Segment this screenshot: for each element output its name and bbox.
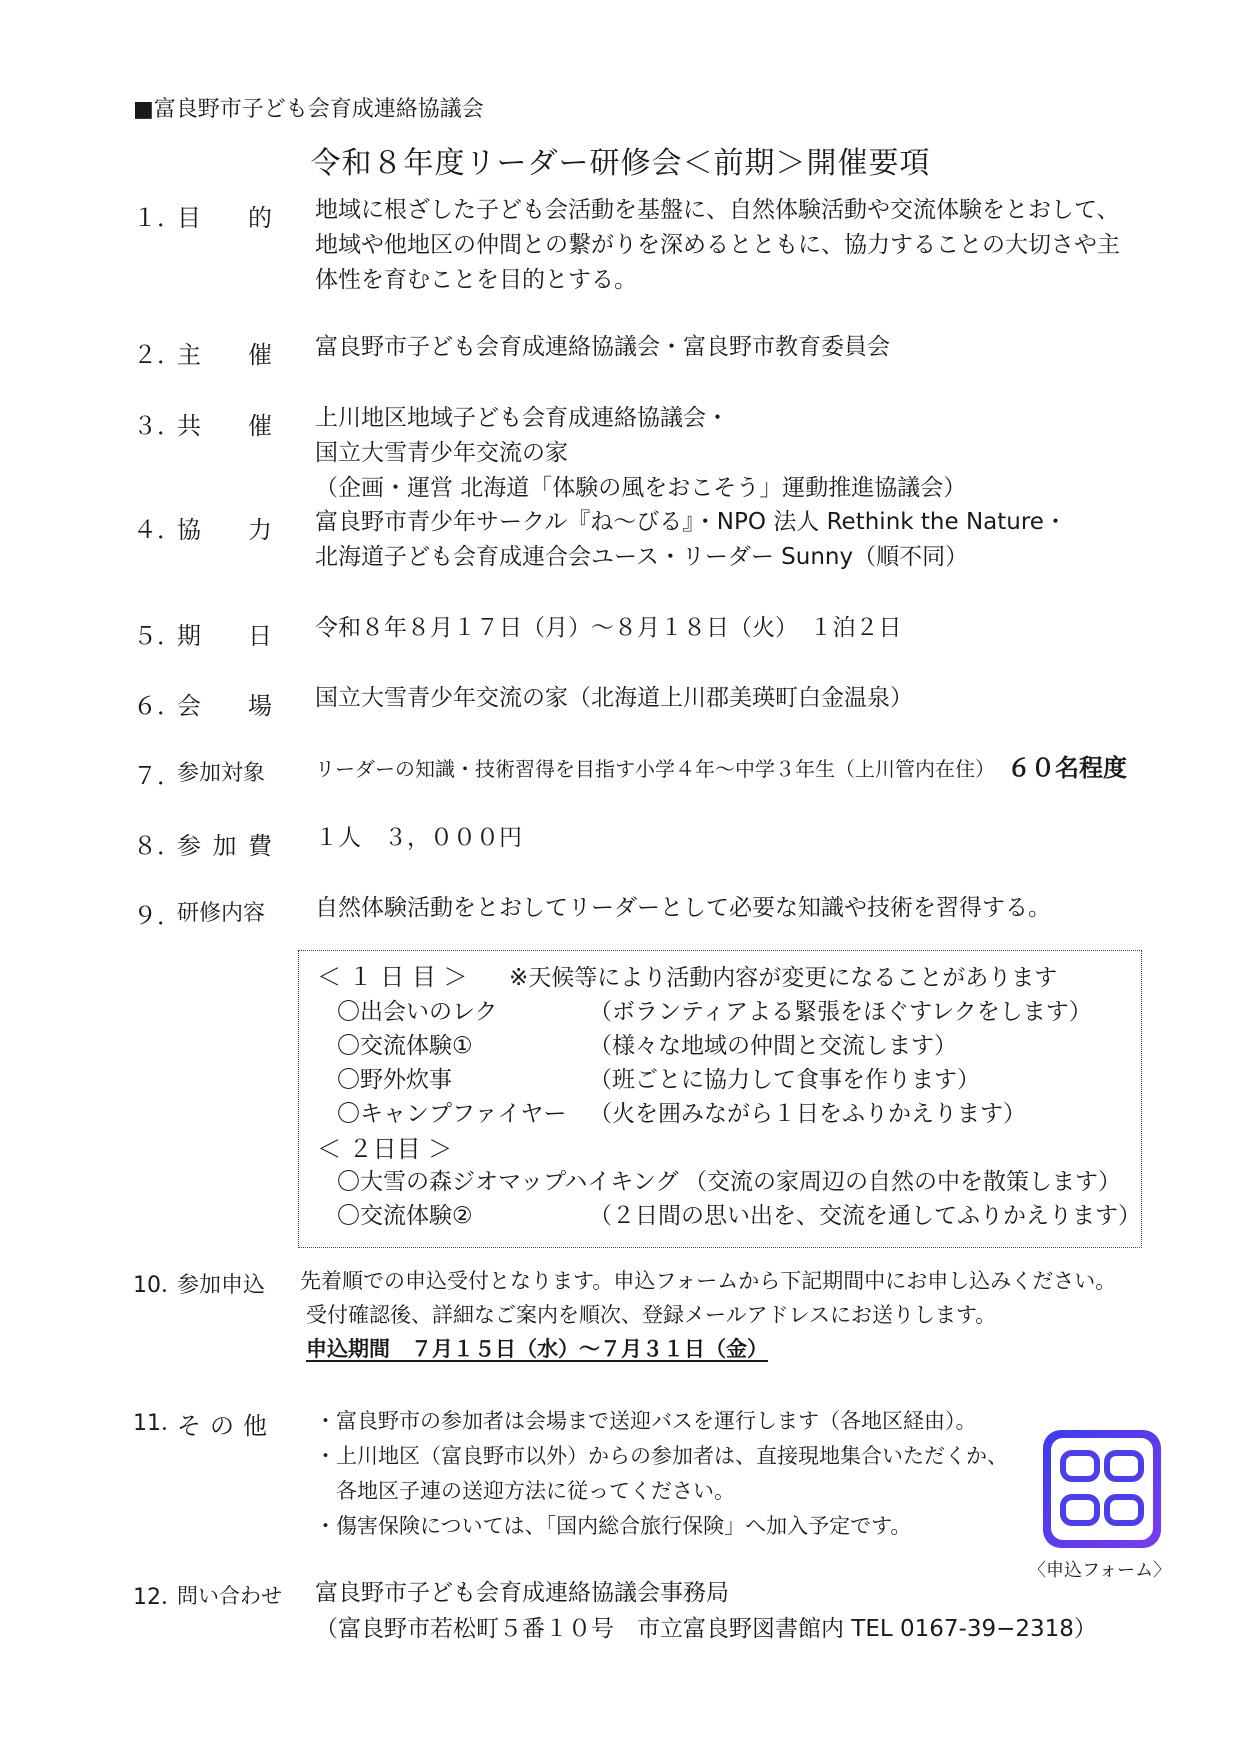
program-item-name: 〇キャンプファイヤー xyxy=(337,1101,567,1127)
contact-org: 富良野市子ども会育成連絡協議会事務局 xyxy=(315,1580,729,1606)
program-item-desc: （ボランティアよる緊張をほぐすレクをします） xyxy=(589,999,1092,1025)
label-char: 協 xyxy=(177,516,201,544)
body-line: ・富良野市の参加者は会場まで送迎バスを運行します（各地区経由）。 xyxy=(315,1409,977,1433)
label-char: 目 xyxy=(177,204,201,232)
label-char: 期 xyxy=(177,622,201,650)
capacity-highlight: ６０名程度 xyxy=(1007,754,1127,782)
section-body xyxy=(315,330,890,365)
label-char: 共 xyxy=(177,412,201,440)
body-line: 北海道子ども会育成連合会ユース・リーダー Sunny（順不同） xyxy=(315,544,969,570)
label-char: 主 xyxy=(177,341,201,369)
body-line: （企画・運営 北海道「体験の風をおこそう」運動推進協議会） xyxy=(315,475,967,501)
section-body xyxy=(315,891,1051,926)
section-body xyxy=(315,821,522,856)
section-body xyxy=(315,193,1120,298)
label-char: 加 xyxy=(212,832,237,860)
program-item-desc: （火を囲みながら１日をふりかえります） xyxy=(589,1101,1026,1127)
body-line: 国立大雪青少年交流の家（北海道上川郡美瑛町白金温泉） xyxy=(315,685,913,711)
weather-note: ※天候等により活動内容が変更になることがあります xyxy=(509,965,1058,991)
section-label xyxy=(177,616,272,651)
section-number: ８． xyxy=(133,832,181,860)
section-label xyxy=(177,1268,272,1299)
body-line: 地域や他地区の仲間との繋がりを深めるとともに、協力することの大切さや主 xyxy=(315,232,1120,258)
program-item-name: 〇野外炊事 xyxy=(337,1067,452,1093)
section-number: 11． xyxy=(133,1411,183,1436)
section-body xyxy=(300,1264,1116,1366)
contact-address: （富良野市若松町５番１０号 市立富良野図書館内 TEL 0167-39−2318） xyxy=(315,1616,1097,1642)
section-body xyxy=(315,681,913,716)
section-label xyxy=(177,686,272,721)
label-char: そ xyxy=(177,1412,201,1440)
label-text: 参加対象 xyxy=(177,761,266,786)
section-body xyxy=(315,1575,1097,1647)
body-line: ・傷害保険については、「国内総合旅行保険」へ加入予定です。 xyxy=(315,1514,912,1538)
label-char: の xyxy=(210,1412,234,1440)
day2-heading: ＜ ２日目 ＞ xyxy=(317,1135,453,1163)
organization-heading: ■富良野市子ども会育成連絡協議会 xyxy=(133,97,484,122)
section-body xyxy=(315,1404,1008,1544)
program-item-name: 〇出会いのレク xyxy=(337,999,498,1025)
body-line: １人 ３，０００円 xyxy=(315,825,522,851)
section-label xyxy=(177,1580,297,1610)
body-line: 受付確認後、詳細なご案内を順次、登録メールアドレスにお送りします。 xyxy=(306,1303,997,1327)
application-form-icon[interactable] xyxy=(1043,1430,1161,1548)
application-period: 申込期間 ７月１５日（水）～７月３１日（金） xyxy=(306,1337,768,1361)
label-char: 日 xyxy=(248,622,272,650)
section-number: ５． xyxy=(133,622,181,650)
section-number: １． xyxy=(133,204,181,232)
section-body xyxy=(315,751,1127,787)
program-item-desc: （班ごとに協力して食事を作ります） xyxy=(589,1067,980,1093)
program-item-name: 〇交流体験① xyxy=(337,1033,473,1059)
body-line: ・上川地区（富良野市以外）からの参加者は、直接現地集合いただくか、 xyxy=(315,1444,1008,1468)
label-text: 参加申込 xyxy=(177,1273,266,1298)
section-label xyxy=(177,756,272,787)
label-char: 力 xyxy=(248,516,272,544)
section-number: ９． xyxy=(133,902,181,930)
section-body xyxy=(315,611,902,646)
page-title: 令和８年度リーダー研修会＜前期＞開催要項 xyxy=(310,146,931,181)
label-char: 場 xyxy=(248,692,272,720)
label-char: 催 xyxy=(248,412,272,440)
program-item-desc: （交流の家周辺の自然の中を散策します） xyxy=(684,1169,1121,1195)
section-number: ７． xyxy=(133,762,181,790)
body-line: 先着順での申込受付となります。申込フォームから下記期間中にお申し込みください。 xyxy=(300,1269,1117,1293)
label-char: 的 xyxy=(248,204,272,232)
section-label xyxy=(177,510,272,545)
section-body xyxy=(315,401,966,506)
program-item-name: 〇大雪の森ジオマップハイキング xyxy=(337,1169,679,1195)
section-label xyxy=(177,335,272,370)
program-box xyxy=(298,950,1142,1248)
section-number: 10． xyxy=(133,1273,183,1298)
body-line: 富良野市子ども会育成連絡協議会・富良野市教育委員会 xyxy=(315,334,890,360)
body-line: 上川地区地域子ども会育成連絡協議会・ xyxy=(315,405,729,431)
day1-heading: ＜ １ 日 目 ＞ xyxy=(317,963,468,991)
program-item-desc: （様々な地域の仲間と交流します） xyxy=(589,1033,957,1059)
section-number: ２． xyxy=(133,341,181,369)
body-line: 令和８年８月１７日（月）～８月１８日（火） １泊２日 xyxy=(315,615,902,641)
body-line: リーダーの知識・技術習得を目指す小学４年～中学３年生（上川管内在住） xyxy=(315,757,995,781)
label-char: 会 xyxy=(177,692,201,720)
label-char: 他 xyxy=(243,1412,267,1440)
label-text: 研修内容 xyxy=(177,901,266,926)
body-line: 体性を育むことを目的とする。 xyxy=(315,267,637,293)
section-label xyxy=(177,198,272,233)
section-label xyxy=(177,896,272,927)
section-label xyxy=(177,1406,267,1441)
body-line: 自然体験活動をとおしてリーダーとして必要な知識や技術を習得する。 xyxy=(315,895,1051,921)
section-label xyxy=(177,826,272,861)
section-number: ６． xyxy=(133,692,181,720)
section-body xyxy=(315,505,1067,575)
section-number: ３． xyxy=(133,412,181,440)
section-label xyxy=(177,406,272,441)
body-line: 国立大雪青少年交流の家 xyxy=(315,440,568,466)
body-line: 地域に根ざした子ども会活動を基盤に、自然体験活動や交流体験をとおして、 xyxy=(315,197,1120,223)
label-text: 問い合わせ xyxy=(177,1584,282,1608)
section-number: ４． xyxy=(133,516,181,544)
label-char: 参 xyxy=(177,832,201,860)
label-char: 費 xyxy=(248,832,272,860)
body-line: 富良野市青少年サークル『ね～びる』・NPO 法人 Rethink the Nature・ xyxy=(315,509,1067,535)
form-caption: 〈申込フォーム〉 xyxy=(1028,1560,1172,1581)
program-item-name: 〇交流体験② xyxy=(337,1203,473,1229)
body-line: 各地区子連の送迎方法に従ってください。 xyxy=(315,1479,735,1503)
section-number: 12． xyxy=(133,1585,183,1610)
label-char: 催 xyxy=(248,341,272,369)
program-item-desc: （２日間の思い出を、交流を通してふりかえります） xyxy=(589,1203,1141,1229)
